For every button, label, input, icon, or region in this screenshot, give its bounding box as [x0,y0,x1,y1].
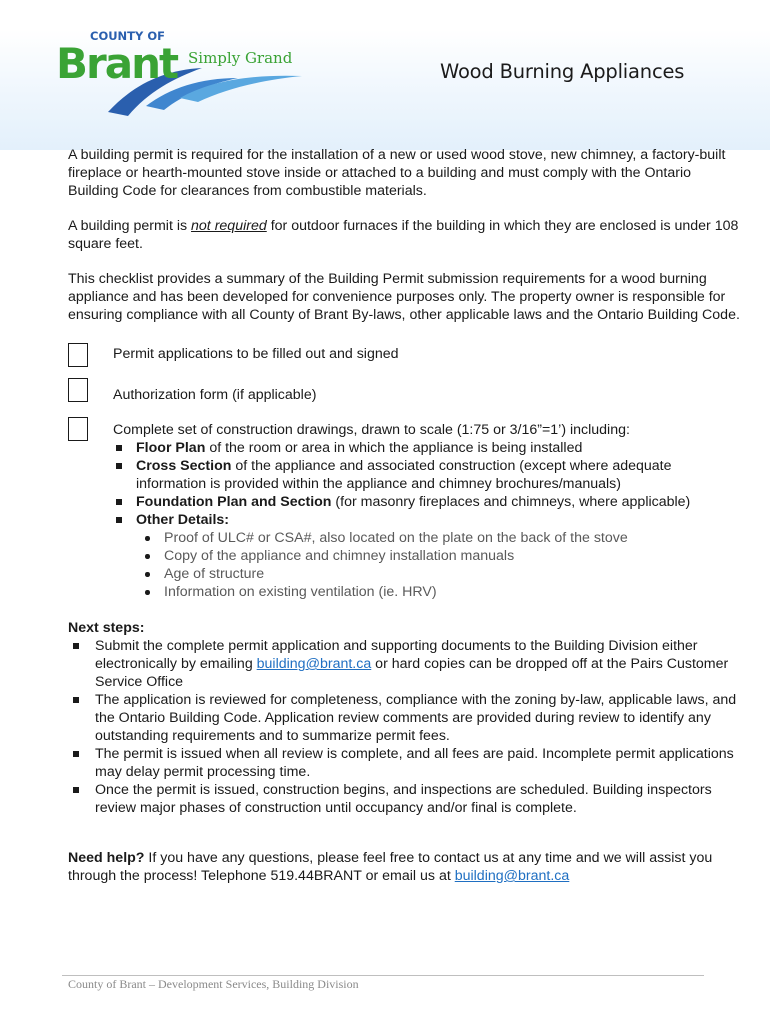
need-help-heading: Need help? [68,850,145,866]
footer-divider [62,975,704,976]
other-details-list [113,529,740,601]
help-email-link[interactable]: building@brant.ca [454,868,570,884]
need-help-paragraph [68,849,740,885]
checklist-label-construction-drawings: Complete set of construction drawings, drawn to scale (1:75 or 3/16”=1’) including: [113,422,630,438]
intro-paragraph-1: A building permit is required for the installation of a new or used wood stove, new chimney, a factory-built fireplace or hearth-mounted stove inside or attached to a building and must comply with the Ontario Building Code for clearances from combustible materials. [68,147,726,199]
list-item: The application is reviewed for completeness, compliance with the zoning by-law, applicable laws, and the Ontario Building Code. Application review comments are provided during review to identify any outstanding requirements and to summarize permit fees. [68,691,740,745]
other-details-label: Other Details: [136,512,230,528]
need-help-text: If you have any questions, please feel free to contact us at any time and we will assist you through the process! Telephone 519.44BRANT or email us at [68,850,713,884]
foundation-plan-label: Foundation Plan and Section [136,494,332,510]
list-item: Once the permit is issued, construction begins, and inspections are scheduled. Building inspectors review major phases of construction until occupancy and/or final is complete. [68,781,740,817]
document-body [68,146,740,885]
next-steps-heading: Next steps: [68,620,145,636]
step1-text-after: or hard copies can be dropped off at the Pairs Customer Service Office [95,656,729,690]
next-steps-section [68,619,740,817]
list-item: Information on existing ventilation (ie. HRV) [141,583,740,601]
foundation-plan-text: (for masonry fireplaces and chimneys, where applicable) [331,494,691,510]
list-item: Proof of ULC# or CSA#, also located on the plate on the back of the stove [141,529,740,547]
drawing-requirements-list [113,439,740,529]
floor-plan-text: of the room or area in which the appliance is being installed [205,440,583,456]
list-item: The permit is issued when all review is complete, and all fees are paid. Incomplete permit applications may delay permit processing time. [68,745,740,781]
floor-plan-label: Floor Plan [136,440,206,456]
list-item [113,511,740,529]
list-item [113,439,740,457]
intro-p2-after: for outdoor furnaces if the building in which they are enclosed is under 108 square feet. [68,218,739,252]
intro-p2-before: A building permit is [68,218,192,234]
list-item [113,457,740,493]
logo-tagline: Simply Grand [188,49,293,67]
checkbox-authorization-form[interactable] [68,378,88,402]
checklist-item-construction-drawings [68,421,740,601]
cross-section-label: Cross Section [136,458,232,474]
list-item [113,493,740,511]
checklist-item-permit-applications [68,345,740,386]
checkbox-permit-applications[interactable] [68,343,88,367]
footer-text: County of Brant – Development Services, Building Division [68,977,359,991]
checklist-label-permit-applications: Permit applications to be filled out and signed [113,346,399,362]
email-link[interactable]: building@brant.ca [256,656,372,672]
logo-brant-text: Brant [56,39,178,88]
county-of-brant-logo [52,26,312,122]
checklist-label-authorization-form: Authorization form (if applicable) [113,387,317,403]
list-item: Age of structure [141,565,740,583]
intro-paragraph-2 [68,217,740,253]
step1-text-before: Submit the complete permit application and supporting documents to the Building Division either electronically by emailing [95,638,698,672]
logo-county-of-text: COUNTY OF [90,29,165,43]
checklist-item-authorization-form [68,386,740,421]
next-steps-list [68,637,740,817]
page-title: Wood Burning Appliances [440,60,685,83]
list-item: Copy of the appliance and chimney installation manuals [141,547,740,565]
not-required-emphasis: not required [191,218,267,234]
list-item [68,637,740,691]
intro-paragraph-3: This checklist provides a summary of the Building Permit submission requirements for a wood burning appliance and has been developed for convenience purposes only. The property owner is responsible for ensuring compliance with all County of Brant By-laws, other applicable laws and the Ontario Building Code. [68,271,740,323]
cross-section-text: of the appliance and associated construction (except where adequate information is provided within the appliance and chimney brochures/manuals) [136,458,672,492]
checkbox-construction-drawings[interactable] [68,417,88,441]
